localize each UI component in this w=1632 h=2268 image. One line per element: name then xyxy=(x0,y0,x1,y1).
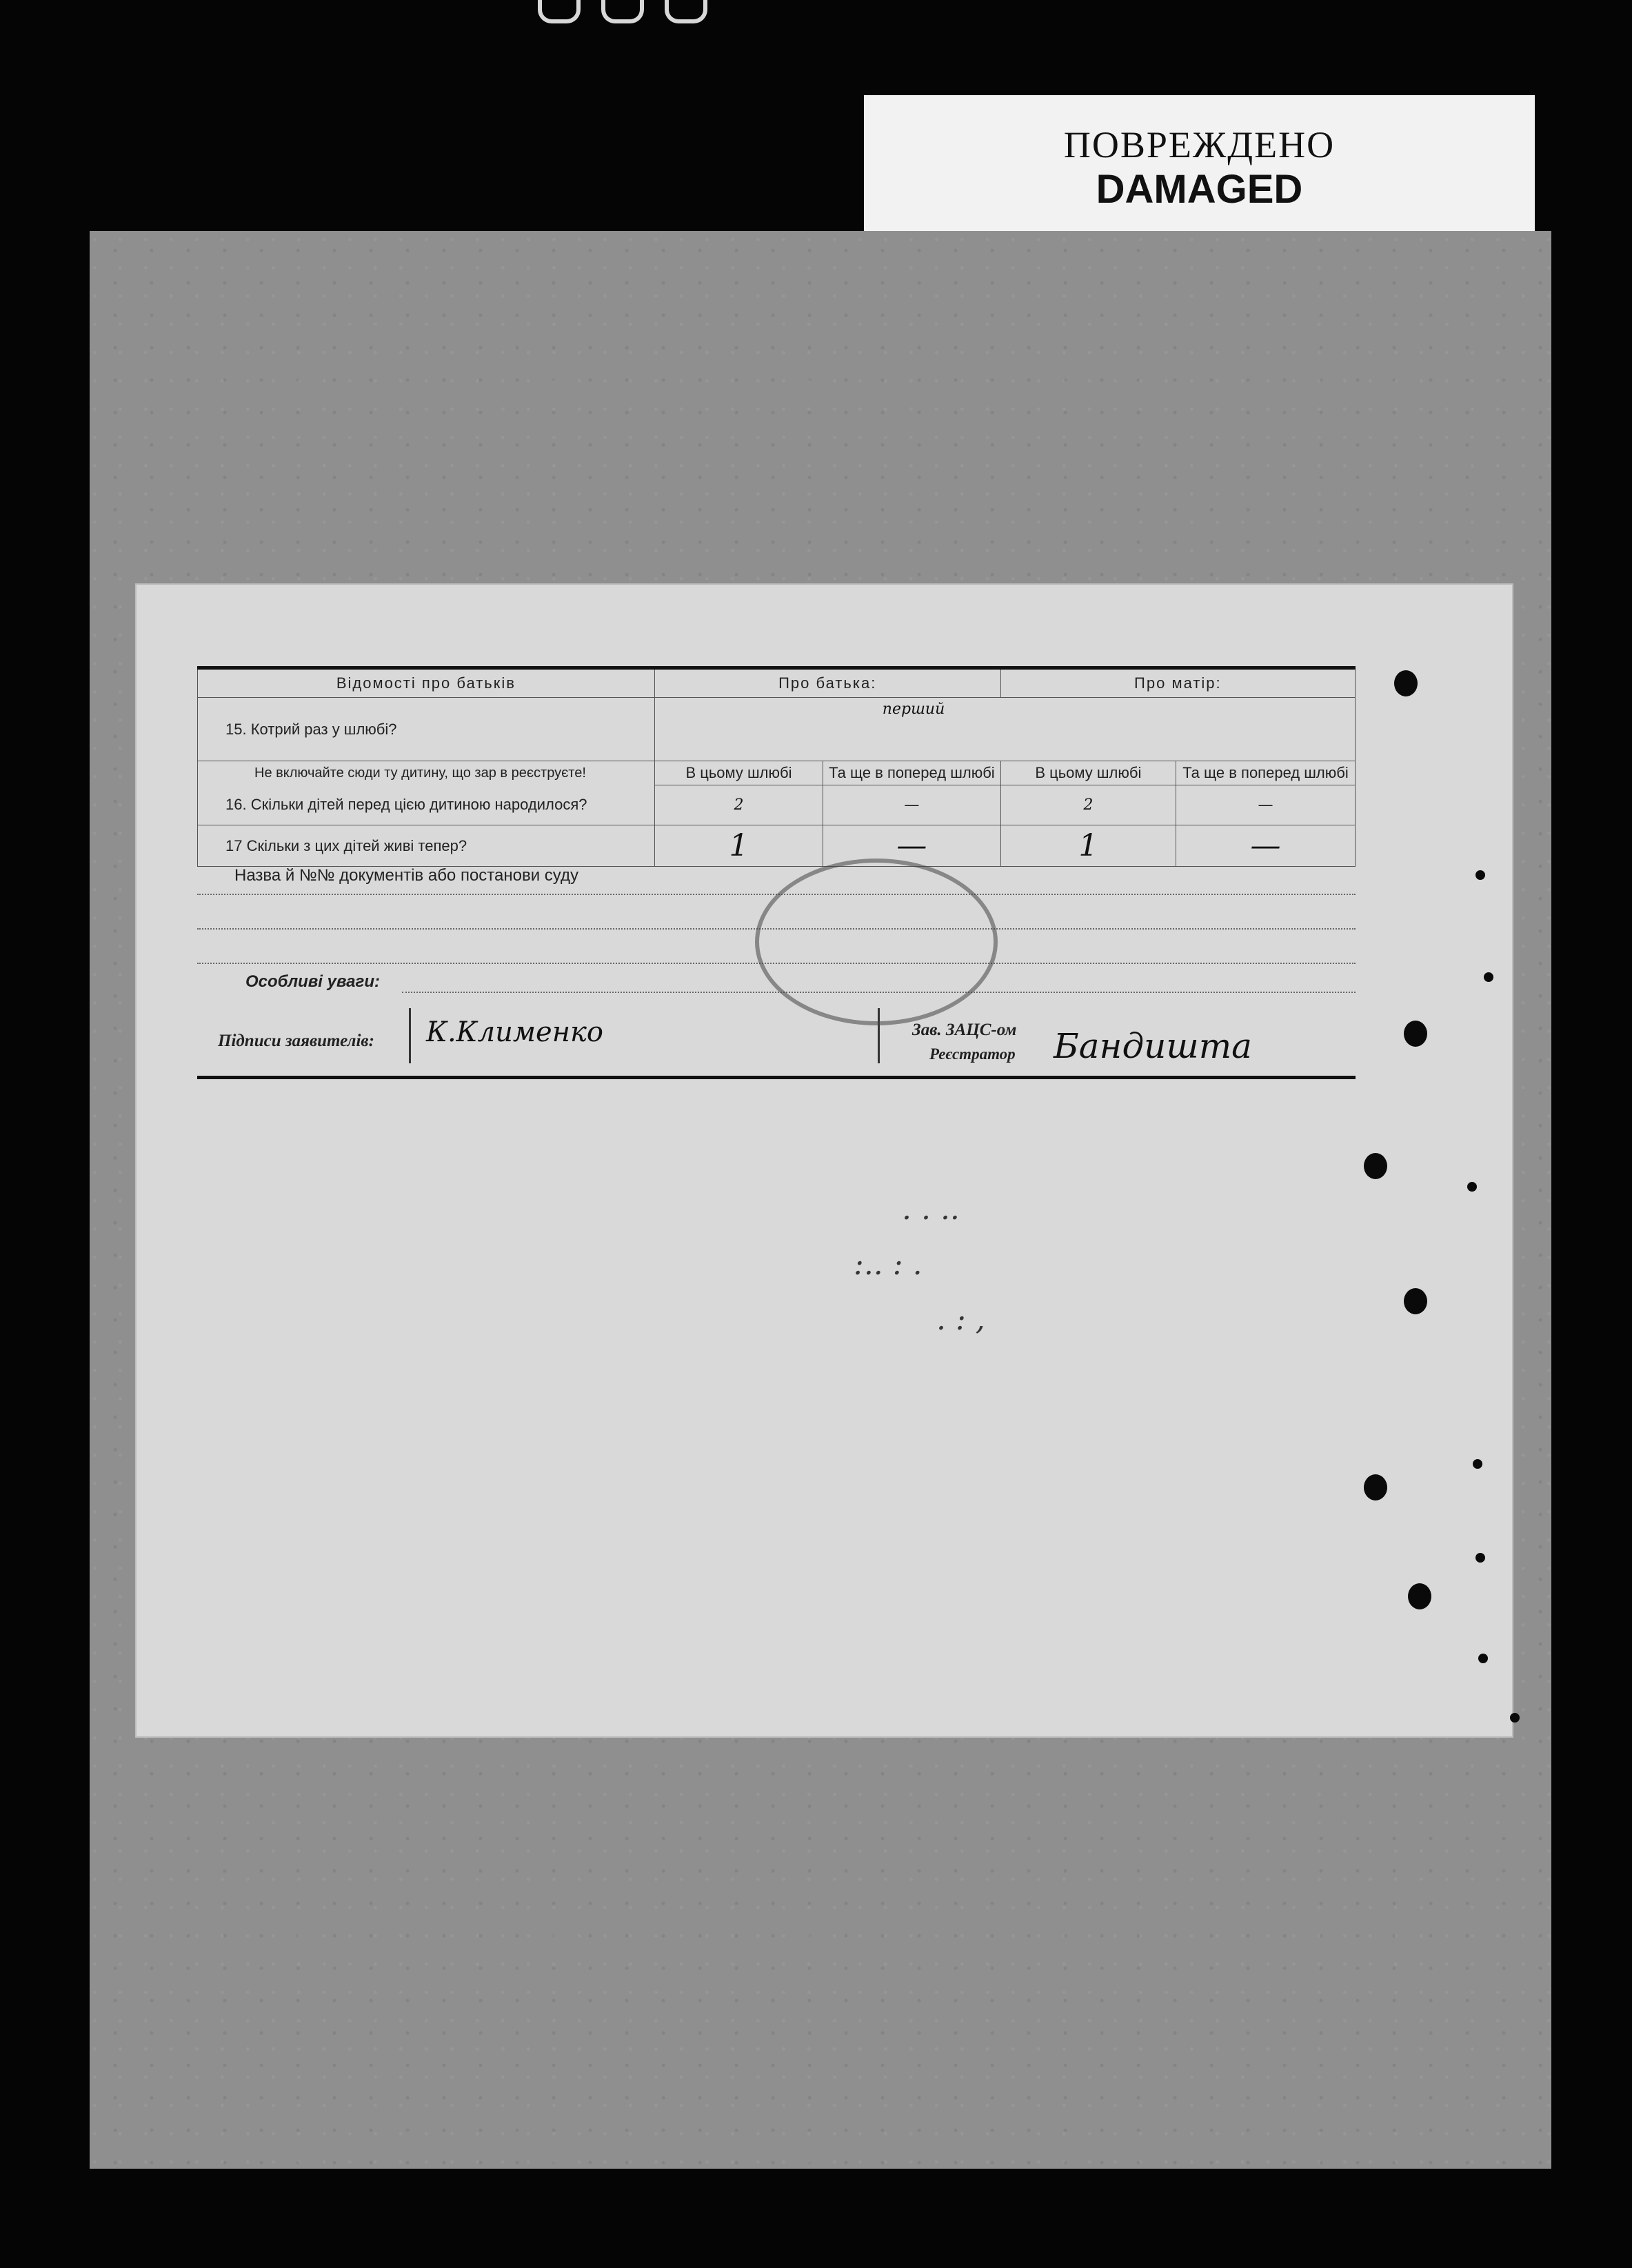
header-about-mother: Про матір: xyxy=(1000,668,1355,698)
q16-mother-prev: — xyxy=(1176,785,1355,825)
q15-answer: перший xyxy=(654,698,1355,761)
registrar-signature: Бандишта xyxy=(1054,1026,1252,1066)
applicant-signature: К.Клименко xyxy=(426,1016,604,1048)
q16-label: 16. Скільки дітей перед цією дитиною народилося? xyxy=(198,785,655,825)
punch-hole xyxy=(1394,670,1418,696)
parents-info-table xyxy=(197,666,1356,867)
punch-hole xyxy=(1364,1474,1387,1501)
damaged-label xyxy=(864,95,1535,233)
office-stamp xyxy=(755,859,998,1025)
sub-mother-prev: Та ще в поперед шлюбі xyxy=(1176,761,1355,785)
damaged-label-ua: ПОВРЕЖДЕНО xyxy=(1063,124,1336,165)
archive-number-fragment xyxy=(538,0,745,28)
punch-hole xyxy=(1404,1288,1427,1314)
special-notes-label: Особливі уваги: xyxy=(245,972,380,991)
header-parents-info: Відомості про батьків xyxy=(198,668,655,698)
punch-hole xyxy=(1473,1459,1482,1469)
faded-pencil-mark-1: . . .. xyxy=(902,1192,960,1227)
punch-hole xyxy=(1475,870,1485,880)
documents-label: Назва й №№ документів або постанови суду xyxy=(234,866,578,885)
faded-pencil-mark-3: . : , xyxy=(936,1302,985,1337)
row-q16 xyxy=(198,785,1356,825)
applicants-label: Підписи заявителів: xyxy=(218,1032,374,1050)
q16-note: Не включайте сюди ту дитину, що зар в реєструєте! xyxy=(198,761,655,785)
sub-father-this: В цьому шлюбі xyxy=(654,761,823,785)
q17-father-this: 1 xyxy=(654,825,823,867)
punch-hole xyxy=(1467,1182,1477,1192)
q17-label: 17 Скільки з цих дітей живі тепер? xyxy=(198,825,655,867)
table-header-row xyxy=(198,668,1356,698)
q16-father-this: 2 xyxy=(654,785,823,825)
punch-hole xyxy=(1475,1553,1485,1563)
sub-father-prev: Та ще в поперед шлюбі xyxy=(823,761,1001,785)
q16-father-prev: — xyxy=(823,785,1001,825)
record-card xyxy=(137,585,1512,1736)
q17-mother-this: 1 xyxy=(1000,825,1176,867)
punch-hole xyxy=(1404,1021,1427,1047)
punch-hole xyxy=(1484,972,1493,982)
table-bottom-rule xyxy=(197,1076,1356,1079)
q17-mother-prev: — xyxy=(1176,825,1355,867)
header-about-father: Про батька: xyxy=(654,668,1000,698)
faded-pencil-mark-2: :.. : . xyxy=(854,1247,923,1282)
q15-label: 15. Котрий раз у шлюбі? xyxy=(198,698,655,761)
sub-mother-this: В цьому шлюбі xyxy=(1000,761,1176,785)
punch-hole xyxy=(1364,1153,1387,1179)
applicant-left-bracket xyxy=(409,1008,411,1063)
head-zags-label: Зав. ЗАЦС-ом xyxy=(912,1021,1017,1039)
row-q16-note xyxy=(198,761,1356,785)
punch-hole xyxy=(1408,1583,1431,1609)
damaged-label-en: DAMAGED xyxy=(1096,167,1303,212)
punch-hole xyxy=(1478,1654,1488,1663)
q16-mother-this: 2 xyxy=(1000,785,1176,825)
row-q15 xyxy=(198,698,1356,761)
row-q17 xyxy=(198,825,1356,867)
q17-father-prev: — xyxy=(823,825,1001,867)
punch-hole xyxy=(1510,1713,1520,1723)
registrar-label: Реєстратор xyxy=(929,1045,1016,1063)
